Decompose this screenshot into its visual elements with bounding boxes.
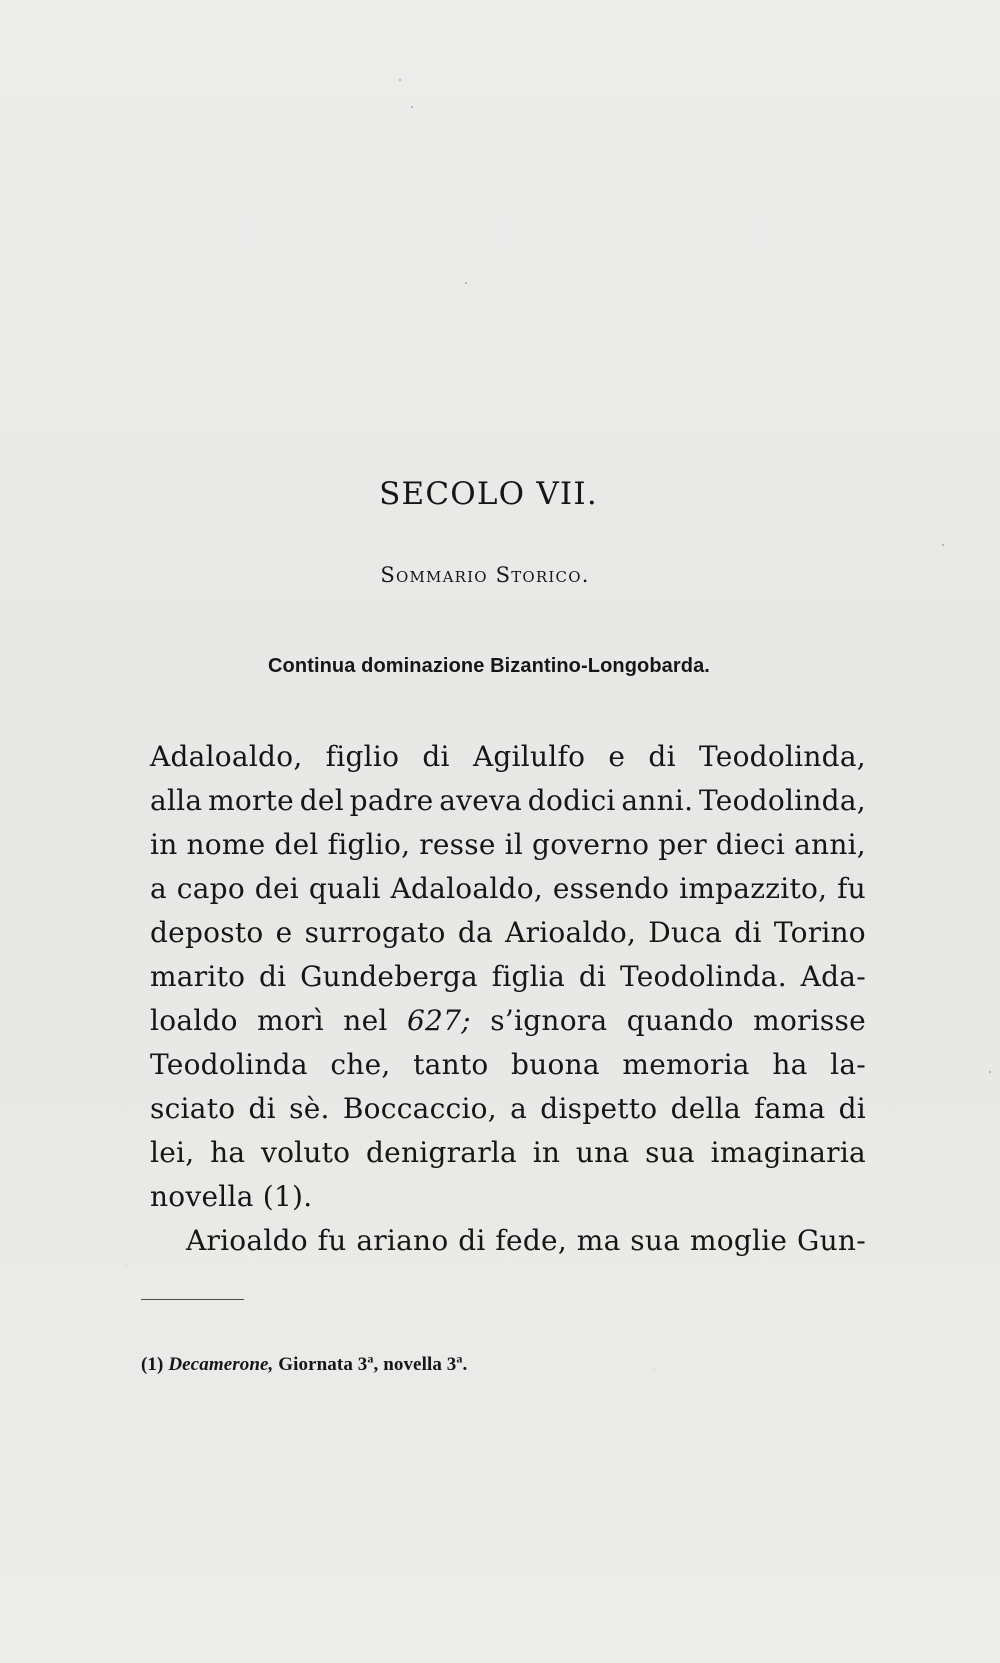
- word: in: [532, 1136, 561, 1169]
- word: figlio: [325, 740, 400, 773]
- section-subtitle: Continua dominazione Bizantino-Longobarda.: [268, 655, 710, 677]
- word: Gundeberga: [300, 960, 478, 993]
- text-line: [150, 867, 866, 911]
- word: che,: [330, 1048, 391, 1081]
- word: Adaloaldo,: [390, 872, 543, 905]
- word: fu: [837, 872, 866, 905]
- footnote-giornata-sup: a: [367, 1351, 374, 1366]
- text-line: [150, 911, 866, 955]
- word: resse: [419, 828, 496, 861]
- word: figlio,: [327, 828, 411, 861]
- word: fede,: [495, 1224, 567, 1257]
- footnote-novella-sup: a: [456, 1351, 463, 1366]
- word: memoria: [622, 1048, 750, 1081]
- paper-speck: [399, 79, 401, 81]
- text-line: [150, 823, 866, 867]
- footnote-novella: novella 3: [383, 1354, 457, 1375]
- footnote-rule: [141, 1299, 244, 1300]
- word: nome: [186, 828, 266, 861]
- word: governo: [532, 828, 650, 861]
- word: di: [458, 1224, 486, 1257]
- word: moglie: [689, 1224, 788, 1257]
- word: novella: [150, 1180, 254, 1213]
- word: la-: [830, 1048, 866, 1081]
- word: alla: [150, 784, 203, 817]
- summary-heading: Sommario Storico.: [380, 563, 590, 587]
- word: imaginaria: [710, 1136, 866, 1169]
- word: (1).: [262, 1180, 313, 1213]
- footnote-work-title: Decamerone,: [168, 1354, 274, 1375]
- word: lei,: [150, 1136, 195, 1169]
- word: morte: [208, 784, 294, 817]
- text-line: [150, 1219, 866, 1263]
- word: del: [299, 784, 344, 817]
- word: marito: [150, 960, 246, 993]
- text-line: [150, 779, 866, 823]
- text-line: [150, 1131, 866, 1175]
- word: nel: [343, 1004, 388, 1037]
- word: Boccaccio,: [342, 1092, 497, 1125]
- century-heading: SECOLO VII.: [379, 476, 598, 512]
- word: di: [838, 1092, 866, 1125]
- footnote-ending: .: [462, 1354, 468, 1375]
- word: buona: [511, 1048, 600, 1081]
- paper-speck: [126, 1265, 127, 1266]
- word: Duca: [648, 916, 723, 949]
- word: di: [258, 960, 287, 993]
- paper-speck: [411, 106, 413, 108]
- word: s’ignora: [490, 1004, 608, 1037]
- footnote: (1) Decamerone, Giornata 3$^a$, novella 3$^a$.: [141, 1351, 468, 1375]
- word: voluto: [261, 1136, 351, 1169]
- word: della: [670, 1092, 741, 1125]
- text-line: [150, 735, 866, 779]
- year-word: 627;: [406, 1004, 471, 1037]
- word: Gun-: [797, 1224, 866, 1257]
- text-line: [150, 1087, 866, 1131]
- text-line: [150, 999, 866, 1043]
- word: una: [575, 1136, 630, 1169]
- word: ma: [576, 1224, 621, 1257]
- word: quali: [308, 872, 381, 905]
- word: da: [457, 916, 493, 949]
- text-line: [150, 1043, 866, 1087]
- word: Arioaldo,: [505, 916, 637, 949]
- word: di: [422, 740, 450, 773]
- word: e: [275, 916, 293, 949]
- word: dodici: [527, 784, 616, 817]
- word: dieci: [715, 828, 786, 861]
- paper-speck: [942, 544, 944, 546]
- text-line: [150, 955, 866, 999]
- word: impazzito,: [679, 872, 828, 905]
- word: sè.: [289, 1092, 330, 1125]
- word: del: [274, 828, 319, 861]
- word: a: [510, 1092, 528, 1125]
- word: figlia: [491, 960, 566, 993]
- paper-speck: [989, 1071, 991, 1073]
- word: per: [658, 828, 707, 861]
- word: aveva: [439, 784, 523, 817]
- footnote-marker: (1): [141, 1354, 164, 1375]
- word: di: [648, 740, 676, 773]
- word: ha: [772, 1048, 808, 1081]
- main-text: [150, 735, 866, 1263]
- word: quando: [626, 1004, 734, 1037]
- word: Arioaldo: [186, 1224, 308, 1257]
- word: Teodolinda,: [699, 784, 866, 817]
- word: morì: [257, 1004, 324, 1037]
- word: a: [150, 872, 167, 905]
- word: Ada-: [800, 960, 866, 993]
- word: ha: [210, 1136, 246, 1169]
- word: capo: [176, 872, 245, 905]
- word: Torino: [773, 916, 866, 949]
- footnote-giornata: Giornata 3: [278, 1354, 368, 1375]
- word: sua: [645, 1136, 695, 1169]
- word: morisse: [753, 1004, 866, 1037]
- word: tanto: [413, 1048, 489, 1081]
- word: denigrarla: [365, 1136, 517, 1169]
- word: il: [504, 828, 524, 861]
- word: surrogato: [304, 916, 446, 949]
- word: di: [248, 1092, 276, 1125]
- word: anni,: [794, 828, 866, 861]
- word: sciato: [150, 1092, 236, 1125]
- word: Teodolinda: [150, 1048, 308, 1081]
- word: dispetto: [540, 1092, 658, 1125]
- word: loaldo: [150, 1004, 238, 1037]
- word: fu: [317, 1224, 347, 1257]
- word: ariano: [356, 1224, 449, 1257]
- word: essendo: [552, 872, 670, 905]
- word: sua: [630, 1224, 681, 1257]
- paper-speck: [465, 282, 467, 284]
- word: fama: [754, 1092, 826, 1125]
- word: in: [150, 828, 178, 861]
- word: di: [578, 960, 607, 993]
- word: Teodolinda,: [699, 740, 866, 773]
- word: di: [734, 916, 762, 949]
- word: e: [608, 740, 626, 773]
- word: Teodolinda.: [619, 960, 787, 993]
- word: Agilulfo: [472, 740, 586, 773]
- word: Adaloaldo,: [150, 740, 303, 773]
- word: anni.: [621, 784, 694, 817]
- text-line: [150, 1175, 866, 1219]
- word: padre: [349, 784, 434, 817]
- word: deposto: [150, 916, 264, 949]
- word: dei: [254, 872, 299, 905]
